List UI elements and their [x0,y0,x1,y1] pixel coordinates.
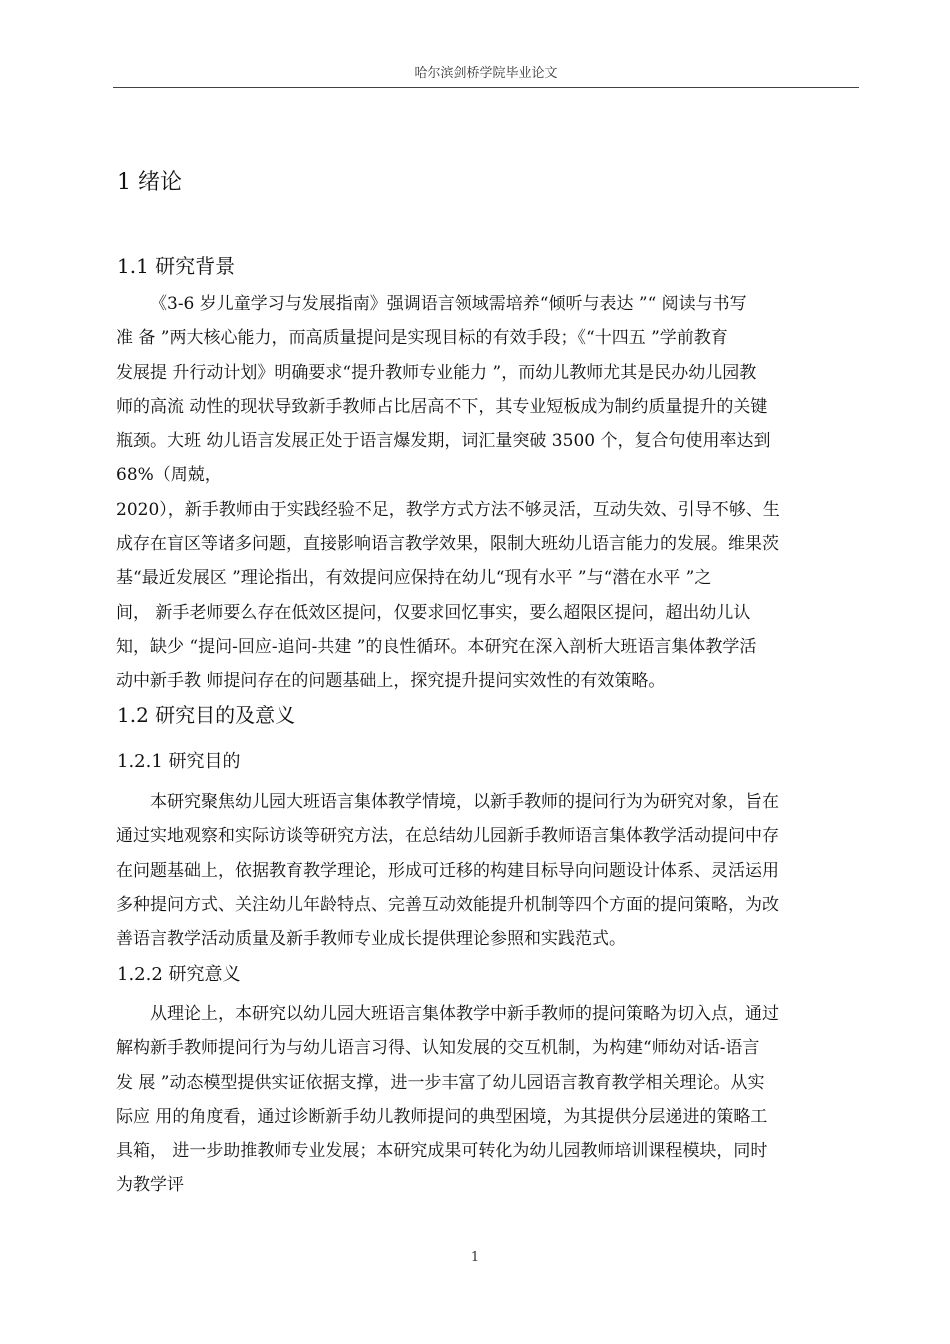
text-line: 际应 用的角度看，通过诊断新手幼儿教师提问的典型困境，为其提供分层递进的策略工 [116,1106,768,1127]
text-line: 发 展 ”动态模型提供实证依据支撑，进一步丰富了幼儿园语言教育教学相关理论。从实 [116,1072,765,1093]
text-line: 《3-6 岁儿童学习与发展指南》强调语言领域需培养“倾听与表达 ”“ 阅读与书写 [150,294,747,314]
text-line: 间， 新手老师要么存在低效区提问，仅要求回忆事实，要么超限区提问，超出幼儿认 [116,602,751,623]
text-line: 在问题基础上，依据教育教学理论，形成可迁移的构建目标导向问题设计体系、灵活运用 [116,860,779,881]
text-line: 成存在盲区等诸多问题，直接影响语言教学效果，限制大班幼儿语言能力的发展。维果茨 [116,534,779,555]
text-line: 从理论上，本研究以幼儿园大班语言集体教学中新手教师的提问策略为切入点，通过 [150,1004,779,1024]
section-title-1-2-1: 1.2.1 研究目的 [117,751,241,772]
text-line: 准 备 ”两大核心能力，而高质量提问是实现目标的有效手段；《“十四五 ”学前教育 [116,328,728,349]
text-line: 68%（周兢， [116,465,222,486]
section-title-1-2-2: 1.2.2 研究意义 [117,964,241,985]
text-line: 知，缺少 “提问-回应-追问-共建 ”的良性循环。本研究在深入剖析大班语言集体教学活 [116,636,757,657]
header-divider [113,87,859,88]
text-line: 解构新手教师提问行为与幼儿语言习得、认知发展的交互机制，为构建“师幼对话-语言 [116,1038,760,1059]
page-header: 哈尔滨剑桥学院毕业论文 [414,66,558,81]
text-line: 基“最近发展区 ”理论指出，有效提问应保持在幼儿“现有水平 ”与“潜在水平 ”之 [116,568,712,589]
text-line: 师的高流 动性的现状导致新手教师占比居高不下，其专业短板成为制约质量提升的关键 [116,396,768,417]
text-line: 动中新手教 师提问存在的问题基础上，探究提升提问实效性的有效策略。 [116,671,666,692]
chapter-title: 1 绪论 [117,170,182,195]
text-line: 瓶颈。大班 幼儿语言发展正处于语言爆发期，词汇量突破 3500 个，复合句使用率达到 [116,431,771,452]
text-line: 发展提 升行动计划》明确要求“提升教师专业能力 ”，而幼儿教师尤其是民办幼儿园教 [116,362,757,383]
page-number: 1 [470,1250,480,1265]
section-title-1-2: 1.2 研究目的及意义 [117,703,296,727]
section-title-1-1: 1.1 研究背景 [117,254,236,278]
paragraph-research-significance [116,997,858,1203]
text-line: 多种提问方式、关注幼儿年龄特点、完善互动效能提升机制等四个方面的提问策略，为改 [116,894,779,915]
text-line: 通过实地观察和实际访谈等研究方法，在总结幼儿园新手教师语言集体教学活动提问中存 [116,826,779,847]
paragraph-research-background [116,287,858,699]
paragraph-research-purpose [116,785,858,956]
text-line: 本研究聚焦幼儿园大班语言集体教学情境，以新手教师的提问行为为研究对象，旨在 [150,792,779,812]
text-line: 具箱， 进一步助推教师专业发展；本研究成果可转化为幼儿园教师培训课程模块，同时 [116,1141,768,1162]
text-line: 2020），新手教师由于实践经验不足，教学方式方法不够灵活，互动失效、引导不够、生 [116,499,780,520]
text-line: 为教学评 [116,1175,184,1196]
text-line: 善语言教学活动质量及新手教师专业成长提供理论参照和实践范式。 [116,929,626,950]
